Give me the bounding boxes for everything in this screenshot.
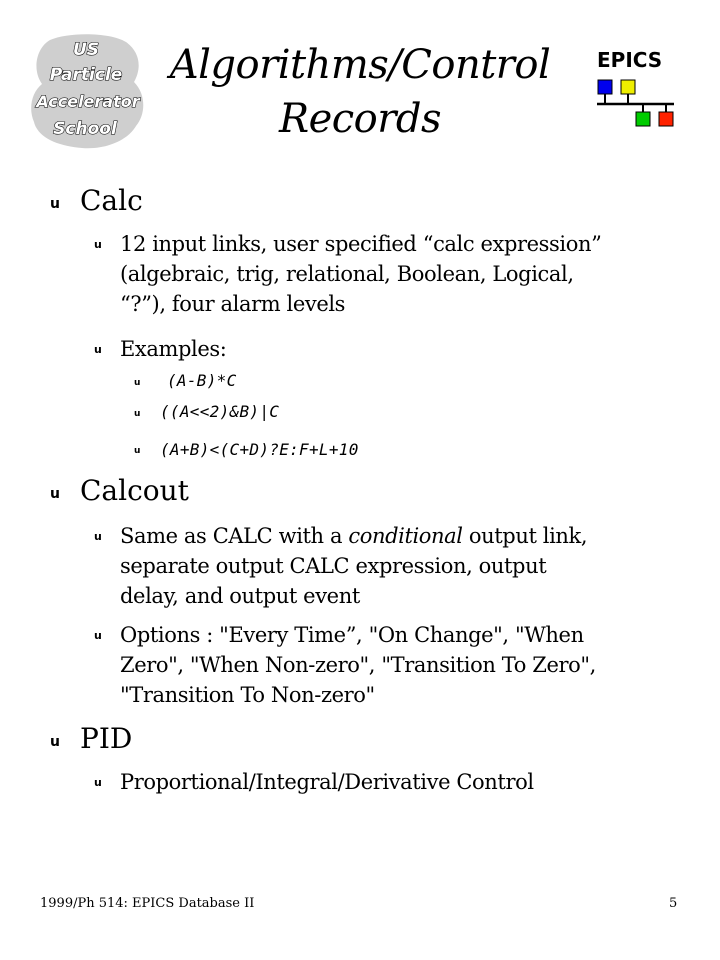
- calc-heading: Calc: [80, 184, 143, 217]
- calcout-heading: Calcout: [80, 474, 189, 507]
- epics-square-red: [659, 112, 673, 126]
- calcout-options: [120, 620, 680, 710]
- calc-description-line: “?”), four alarm levels: [120, 292, 346, 316]
- page-title: [160, 38, 560, 146]
- bullet-icon: u: [134, 378, 141, 388]
- calcout-options-line: "Transition To Non-zero": [120, 683, 375, 707]
- calcout-options-line: Zero", "When Non-zero", "Transition To Zero",: [120, 653, 596, 677]
- logo-line-accelerator: Accelerator: [36, 92, 140, 111]
- calcout-options-line: Options : "Every Time”, "On Change", "When: [120, 623, 584, 647]
- epics-logo: [594, 46, 684, 130]
- page-number: 5: [669, 896, 678, 911]
- calcout-description: [120, 521, 680, 611]
- pid-description: Proportional/Integral/Derivative Control: [120, 770, 534, 794]
- example-code: ((A<<2)&B)|C: [160, 402, 280, 421]
- calc-description-line: (algebraic, trig, relational, Boolean, Logical,: [120, 262, 574, 286]
- examples-label: Examples:: [120, 337, 227, 361]
- footer-course: 1999/Ph 514: EPICS Database II: [40, 896, 255, 911]
- epics-square-green: [636, 112, 650, 126]
- uspas-logo-graphic: [28, 34, 148, 152]
- calcout-description-line: separate output CALC expression, output: [120, 554, 547, 578]
- epics-logo-label: EPICS: [597, 48, 663, 72]
- logo-line-particle: Particle: [49, 65, 123, 85]
- bullet-icon: u: [50, 734, 60, 750]
- uspas-logo: [28, 34, 148, 152]
- bullet-icon: u: [50, 486, 60, 502]
- calc-description: [120, 229, 680, 319]
- logo-line-school: School: [53, 119, 117, 139]
- example-code: (A+B)<(C+D)?E:F+L+10: [160, 440, 359, 459]
- logo-line-us: US: [72, 40, 100, 60]
- bullet-icon: u: [134, 409, 141, 419]
- bullet-icon: u: [134, 446, 141, 456]
- conditional-emphasis: conditional: [348, 524, 463, 548]
- example-code: (A-B)*C: [167, 371, 237, 390]
- bullet-icon: u: [94, 238, 102, 251]
- title-line-2: Records: [278, 96, 442, 142]
- epics-square-blue: [598, 80, 612, 94]
- bullet-icon: u: [50, 196, 60, 212]
- pid-heading: PID: [80, 722, 133, 755]
- calcout-description-line: Same as CALC with a conditional output link,: [120, 524, 588, 548]
- bullet-icon: u: [94, 343, 102, 356]
- bullet-icon: u: [94, 776, 102, 789]
- calcout-description-line: delay, and output event: [120, 584, 360, 608]
- bullet-icon: u: [94, 629, 102, 642]
- epics-network-icon: [594, 46, 684, 130]
- bullet-icon: u: [94, 530, 102, 543]
- calc-description-line: 12 input links, user specified “calc expression”: [120, 232, 602, 256]
- title-line-1: Algorithms/Control: [169, 42, 551, 88]
- epics-square-yellow: [621, 80, 635, 94]
